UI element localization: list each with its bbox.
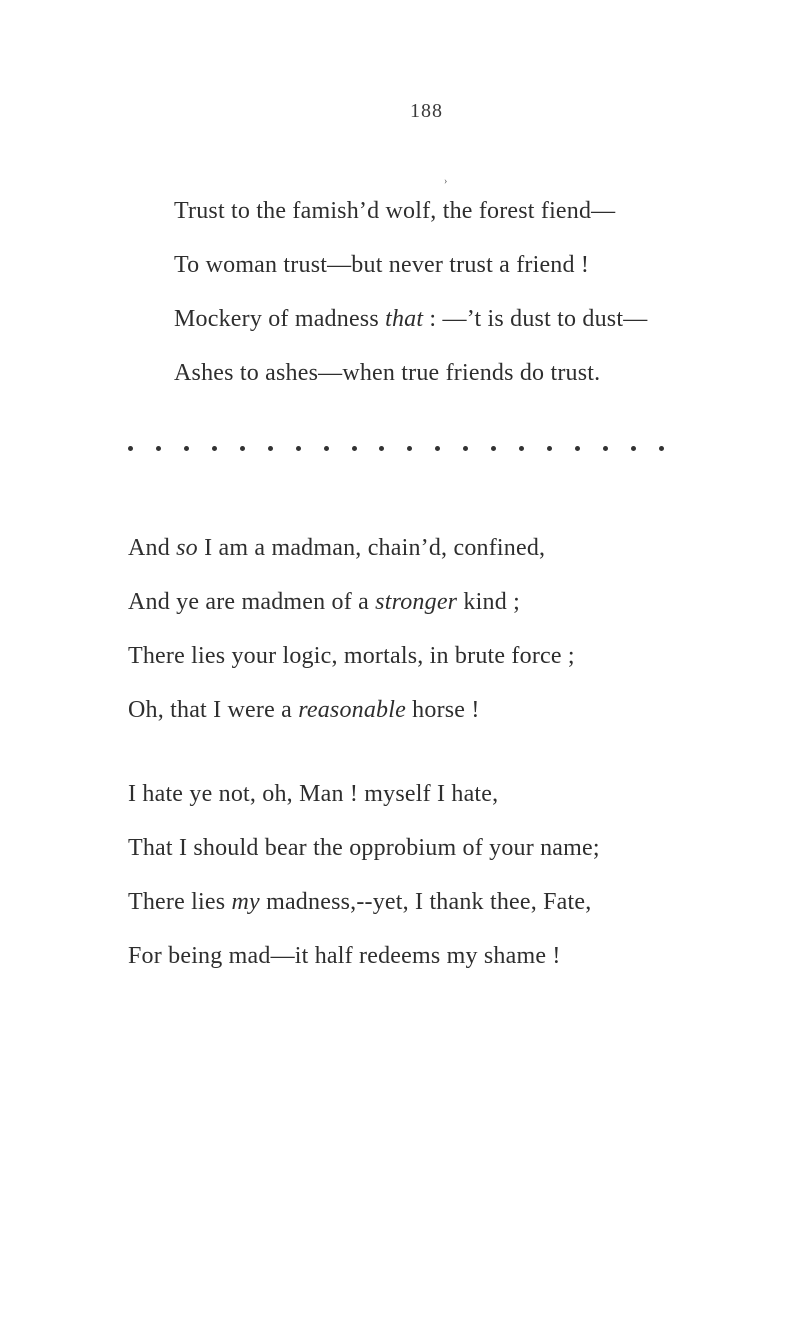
- poem-line: And ye are madmen of a stronger kind ;: [128, 589, 520, 615]
- printer-mark: ›: [444, 176, 448, 187]
- poem-line: Trust to the famish’d wolf, the forest fiend—: [174, 198, 616, 224]
- poem-line: I hate ye not, oh, Man ! myself I hate,: [128, 781, 499, 807]
- poem-line: Mockery of madness that : —’t is dust to dust—: [174, 306, 648, 332]
- poem-line: Ashes to ashes—when true friends do trust.: [174, 360, 601, 386]
- poem-line: Oh, that I were a reasonable horse !: [128, 697, 480, 723]
- poem-line: That I should bear the opprobium of your name;: [128, 835, 600, 861]
- poem-line: There lies your logic, mortals, in brute force ;: [128, 643, 575, 669]
- poem-line: There lies my madness,--yet, I thank thee, Fate,: [128, 889, 592, 915]
- ellipsis-separator: [128, 446, 664, 451]
- poem-line: For being mad—it half redeems my shame !: [128, 943, 561, 969]
- page-number: 188: [410, 100, 443, 122]
- poem-line: And so I am a madman, chain’d, confined,: [128, 535, 546, 561]
- poem-line: To woman trust—but never trust a friend !: [174, 252, 590, 278]
